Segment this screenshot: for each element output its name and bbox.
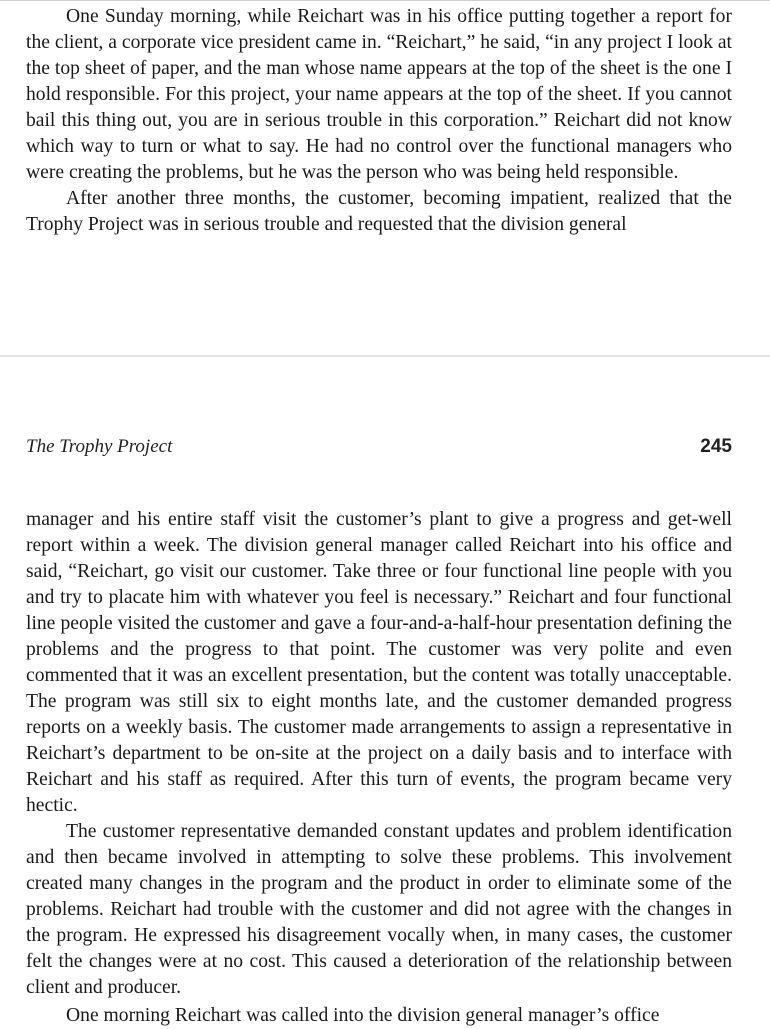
running-head-title: The Trophy Project [26,436,173,457]
page-number: 245 [700,436,732,457]
paragraph-three-months: After another three months, the customer, becoming impatient, realized that the Trophy Project was in serious trouble and requested that the division general [26,188,732,235]
cutoff-fragment: One morning Reichart was called into the division general manager’s office [66,1005,660,1026]
page-divider [0,355,770,357]
page-top-edge [0,0,770,1]
previous-page-text [26,4,732,238]
current-page-text [26,507,732,1001]
paragraph-vice-president: One Sunday morning, while Reichart was in his office putting together a report for the client, a corporate vice president came in. “Reichart,” he said, “in any project I look at the top sheet of paper, and the man whose name appears at the top of the sheet is the one I hold responsible. For this project, your name appears at the top of the sheet. If you cannot bail this thing out, you are in serious trouble in this corporation.” Reichart did not know which way to turn or what to say. He had no control over the functional managers who were creating the problems, but he was the person who was being held responsible. [26,6,732,183]
cutoff-text-line [66,1003,706,1026]
paragraph-customer-representative: The customer representative demanded constant updates and problem identification and then became involved in attempting to solve these problems. This involvement created many changes in the program and the product in order to eliminate some of the problems. Reichart had trouble with the customer and did not agree with the changes in the program. He expressed his disagreement vocally when, in many cases, the customer felt the changes were at no cost. This caused a deterioration of the relationship between client and producer. [26,821,732,998]
paragraph-get-well-report: manager and his entire staff visit the customer’s plant to give a progress and get-well report within a week. The division general manager called Reichart into his office and said, “Reichart, go visit our customer. Take three or four functional line people with you and try to placate him with whatever you feel is necessary.” Reichart and four functional line people visited the customer and gave a four-and-a-half-hour presentation defining the problems and the progress to that point. The customer was very polite and even commented that it was an excellent presentation, but the content was totally unacceptable. The program was still six to eight months late, and the customer demanded progress reports on a weekly basis. The customer made arrangements to assign a representative in Reichart’s department to be on-site at the project on a daily basis and to interface with Reichart and his staff as required. After this turn of events, the program became very hectic. [26,509,732,816]
